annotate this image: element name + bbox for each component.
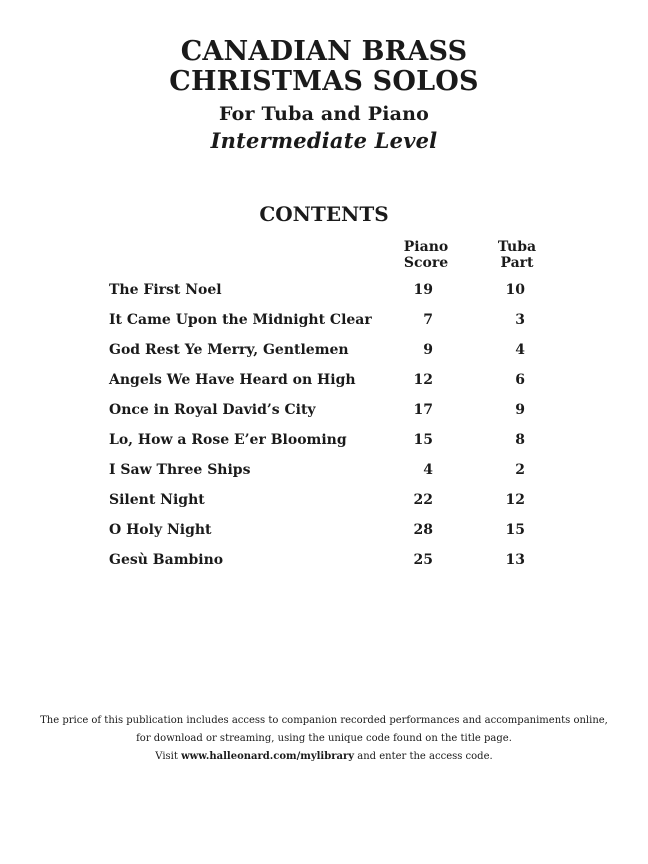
contents-row	[0, 312, 648, 342]
title-line-2: CHRISTMAS SOLOS	[169, 66, 479, 97]
piano-page: 22	[413, 492, 433, 508]
tuba-page: 9	[515, 402, 525, 418]
song-title: The First Noel	[109, 282, 222, 298]
title-line-1: CANADIAN BRASS	[180, 36, 468, 67]
subtitle-level: Intermediate Level	[210, 128, 438, 153]
column-header-tuba-line1: Tuba	[497, 239, 537, 255]
contents-heading: CONTENTS	[259, 202, 389, 226]
contents-row	[0, 552, 648, 582]
library-url: www.halleonard.com/mylibrary	[181, 751, 355, 762]
footer-visit-text: Visit	[155, 751, 182, 762]
song-title: Lo, How a Rose E’er Blooming	[109, 432, 347, 448]
column-header-tuba-part	[477, 239, 557, 271]
piano-page: 28	[413, 522, 433, 538]
piano-page: 25	[413, 552, 433, 568]
column-header-piano-score	[386, 239, 466, 271]
tuba-page: 4	[515, 342, 525, 358]
piano-page: 19	[413, 282, 433, 298]
tuba-page: 13	[505, 552, 525, 568]
footer-note	[0, 712, 648, 766]
piano-page: 7	[423, 312, 433, 328]
contents-list	[0, 282, 648, 582]
contents-row	[0, 342, 648, 372]
column-header-piano-line1: Piano	[403, 239, 449, 255]
song-title: It Came Upon the Midnight Clear	[109, 312, 372, 328]
contents-row	[0, 282, 648, 312]
contents-row	[0, 402, 648, 432]
contents-row	[0, 432, 648, 462]
footer-access-text: and enter the access code.	[354, 751, 493, 762]
contents-row	[0, 492, 648, 522]
tuba-page: 8	[515, 432, 525, 448]
subtitle-instrumentation: For Tuba and Piano	[218, 103, 430, 125]
footer-line-2: for download or streaming, using the unique code found on the title page.	[136, 733, 512, 744]
footer-line-3	[0, 748, 648, 766]
column-header-tuba-line2: Part	[500, 255, 534, 271]
song-title: Silent Night	[109, 492, 205, 508]
song-title: Gesù Bambino	[109, 552, 224, 568]
piano-page: 4	[423, 462, 433, 478]
piano-page: 17	[413, 402, 433, 418]
song-title: O Holy Night	[109, 522, 212, 538]
tuba-page: 3	[515, 312, 525, 328]
tuba-page: 10	[505, 282, 525, 298]
tuba-page: 15	[505, 522, 525, 538]
column-header-piano-line2: Score	[403, 255, 449, 271]
contents-row	[0, 522, 648, 552]
contents-row	[0, 372, 648, 402]
tuba-page: 12	[505, 492, 525, 508]
piano-page: 12	[413, 372, 433, 388]
piano-page: 15	[413, 432, 433, 448]
piano-page: 9	[423, 342, 433, 358]
tuba-page: 2	[515, 462, 525, 478]
song-title: Once in Royal David’s City	[109, 402, 316, 418]
song-title: Angels We Have Heard on High	[109, 372, 356, 388]
footer-line-1: The price of this publication includes access to companion recorded performances and accompaniments online,	[40, 715, 608, 726]
song-title: God Rest Ye Merry, Gentlemen	[109, 342, 349, 358]
song-title: I Saw Three Ships	[109, 462, 251, 478]
tuba-page: 6	[515, 372, 525, 388]
contents-row	[0, 462, 648, 492]
